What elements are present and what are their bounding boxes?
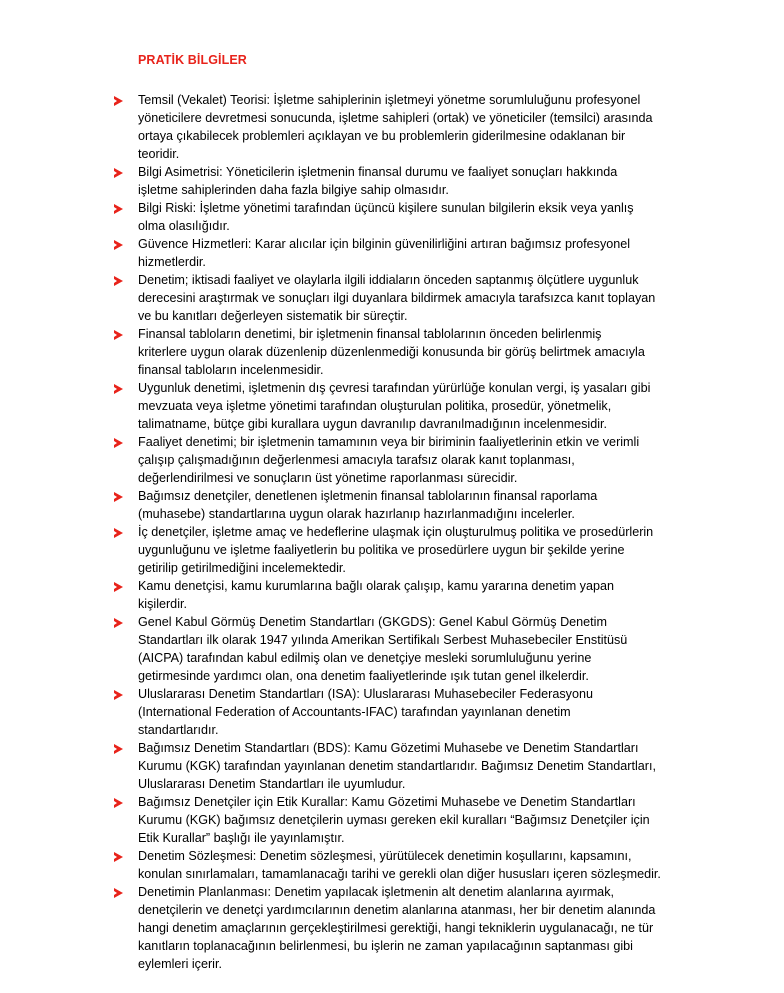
item-text-line: getirmesinde yardımcı olan, ona denetim faaliyetlerinde ışık tutan genel ilkelerdir. — [138, 669, 589, 683]
item-text-line: Genel Kabul Görmüş Denetim Standartları (GKGDS): Genel Kabul Görmüş Denetim — [138, 615, 607, 629]
list-item — [114, 325, 706, 379]
item-text-line: denetçilerin ve denetçi yardımcılarının denetim alanlarına atanması, her bir denetim alanında — [138, 903, 656, 917]
list-item — [114, 487, 706, 523]
page-heading: PRATİK BİLGİLER — [138, 53, 247, 67]
item-text-line: çalışıp çalışmadığının değerlenmesi amacıyla tarafsız olarak kanıt toplanması, — [138, 453, 575, 467]
list-item — [114, 199, 706, 235]
item-text-line: olma olasılığıdır. — [138, 219, 230, 233]
arrow-bullet-icon — [114, 168, 123, 178]
list-item — [114, 793, 706, 847]
item-text-line: (AICPA) tarafından kabul edilmiş olan ve denetçiye mesleki sorumluluğunu yerine — [138, 651, 592, 665]
item-text-line: ve bu kanıtları değerleyen sistematik bir süreçtir. — [138, 309, 408, 323]
arrow-bullet-icon — [114, 96, 123, 106]
arrow-bullet-icon — [114, 384, 123, 394]
item-text-line: işletme sahiplerinden daha fazla bilgiye sahip olmasıdır. — [138, 183, 449, 197]
item-text-line: Bağımsız Denetim Standartları (BDS): Kamu Gözetimi Muhasebe ve Denetim Standartları — [138, 741, 639, 755]
arrow-bullet-icon — [114, 690, 123, 700]
item-text-line: Bağımsız Denetçiler için Etik Kurallar: Kamu Gözetimi Muhasebe ve Denetim Standartları — [138, 795, 636, 809]
item-text-line: Kamu denetçisi, kamu kurumlarına bağlı olarak çalışıp, kamu yararına denetim yapan — [138, 579, 614, 593]
item-text-line: kişilerdir. — [138, 597, 187, 611]
list-item — [114, 523, 706, 577]
item-text-line: Bilgi Asimetrisi: Yöneticilerin işletmenin finansal durumu ve faaliyet sonuçları hakkında — [138, 165, 618, 179]
arrow-bullet-icon — [114, 438, 123, 448]
list-item — [114, 577, 706, 613]
item-text-line: konulan sınırlamaları, tamamlanacağı tarihi ve gerekli olan diğer hususları içeren sözleşmedir. — [138, 867, 661, 881]
item-text-line: talimatname, bütçe gibi kurallara uygun davranılıp davranılmadığının incelenmesidir. — [138, 417, 608, 431]
item-text-line: Uluslararası Denetim Standartları ile uyumludur. — [138, 777, 406, 791]
list-item — [114, 613, 706, 685]
item-text-line: Uygunluk denetimi, işletmenin dış çevresi tarafından yürürlüğe konulan vergi, iş yasaları gibi — [138, 381, 651, 395]
item-text-line: getirilip getirilmediğini incelemektedir. — [138, 561, 346, 575]
item-text-line: Bağımsız denetçiler, denetlenen işletmenin finansal tablolarının finansal raporlama — [138, 489, 598, 503]
item-text-line: kriterlere uygun olarak düzenlenip düzenlenmediği konusunda bir görüş belirtmek amacıyla — [138, 345, 645, 359]
item-text-line: Kurumu (KGK) bağımsız denetçilerin uyması gereken ekil kuralları “Bağımsız Denetçiler için — [138, 813, 650, 827]
item-text-line: (muhasebe) standartlarına uygun olarak hazırlanıp hazırlanmadığını incelerler. — [138, 507, 575, 521]
item-text-line: teoridir. — [138, 147, 180, 161]
item-text-line: Güvence Hizmetleri: Karar alıcılar için bilginin güvenilirliğini artıran bağımsız profesyonel — [138, 237, 631, 251]
item-text-line: değerlendirilmesi ve sonuçların üst yönetime raporlanması sürecidir. — [138, 471, 518, 485]
list-item — [114, 433, 706, 487]
arrow-bullet-icon — [114, 888, 123, 898]
arrow-bullet-icon — [114, 744, 123, 754]
list-item — [114, 847, 706, 883]
arrow-bullet-icon — [114, 240, 123, 250]
item-text-line: Denetim Sözleşmesi: Denetim sözleşmesi, yürütülecek denetimin koşullarını, kapsamını, — [138, 849, 632, 863]
item-text-line: Bilgi Riski: İşletme yönetimi tarafından üçüncü kişilere sunulan bilgilerin eksik veya yanlış — [138, 201, 634, 215]
arrow-bullet-icon — [114, 852, 123, 862]
item-text-line: uygunluğunu ve işletme faaliyetlerin bu politika ve prosedürlere uygun bir şekilde yerine — [138, 543, 625, 557]
item-text-line: derecesini araştırmak ve sonuçları ilgi duyanlara bildirmek amacıyla tarafsızca kanıt toplayan — [138, 291, 656, 305]
arrow-bullet-icon — [114, 204, 123, 214]
item-text-line: hizmetlerdir. — [138, 255, 206, 269]
list-item — [114, 379, 706, 433]
item-text-line: Standartları ilk olarak 1947 yılında Amerikan Sertifikalı Serbest Muhasebeciler Enstitüsü — [138, 633, 628, 647]
item-text-line: Etik Kurallar” başlığı ile yayınlamıştır. — [138, 831, 345, 845]
list-item — [114, 91, 706, 163]
item-text-line: Faaliyet denetimi; bir işletmenin tamamının veya bir biriminin faaliyetlerinin etkin ve verimli — [138, 435, 640, 449]
item-text-line: Kurumu (KGK) tarafından yayınlanan denetim standartlarıdır. Bağımsız Denetim Standartları, — [138, 759, 656, 773]
item-text-line: kanıtların toplanacağının belirlenmesi, bu işlerin ne zaman yapılacağının saptanması gibi — [138, 939, 633, 953]
list-item — [114, 739, 706, 793]
item-text-line: hangi denetim amaçlarının gerçekleştirilmesi gerektiği, hangi tekniklerin uygulanacağı, ne tür — [138, 921, 654, 935]
list-item — [114, 271, 706, 325]
arrow-bullet-icon — [114, 330, 123, 340]
definitions-list — [114, 91, 706, 973]
item-text-line: mevzuata veya işletme yönetimi tarafından oluşturulan politika, prosedür, yönetmelik, — [138, 399, 612, 413]
list-item — [114, 685, 706, 739]
list-item — [114, 163, 706, 199]
arrow-bullet-icon — [114, 582, 123, 592]
item-text-line: yöneticilere devretmesi sonucunda, işletme sahipleri (ortak) ve yöneticiler (temsilci) arasında — [138, 111, 653, 125]
item-text-line: finansal tabloların incelenmesidir. — [138, 363, 324, 377]
item-text-line: Temsil (Vekalet) Teorisi: İşletme sahiplerinin işletmeyi yönetme sorumluluğunu profesyonel — [138, 93, 641, 107]
item-text-line: ortaya çıkabilecek problemleri açıklayan ve bu problemlerin giderilmesine odaklanan bir — [138, 129, 626, 143]
item-text-line: İç denetçiler, işletme amaç ve hedeflerine ulaşmak için oluşturulmuş politika ve prosedürlerin — [138, 525, 654, 539]
item-text-line: eylemleri içerir. — [138, 957, 222, 971]
item-text-line: (International Federation of Accountants-IFAC) tarafından yayınlanan denetim — [138, 705, 571, 719]
item-text-line: standartlarıdır. — [138, 723, 219, 737]
item-text-line: Denetimin Planlanması: Denetim yapılacak işletmenin alt denetim alanlarına ayırmak, — [138, 885, 614, 899]
arrow-bullet-icon — [114, 618, 123, 628]
arrow-bullet-icon — [114, 798, 123, 808]
arrow-bullet-icon — [114, 492, 123, 502]
arrow-bullet-icon — [114, 276, 123, 286]
arrow-bullet-icon — [114, 528, 123, 538]
item-text-line: Uluslararası Denetim Standartları (ISA): Uluslararası Muhasebeciler Federasyonu — [138, 687, 593, 701]
list-item — [114, 883, 706, 973]
item-text-line: Finansal tabloların denetimi, bir işletmenin finansal tablolarının önceden belirlenmiş — [138, 327, 602, 341]
item-text-line: Denetim; iktisadi faaliyet ve olaylarla ilgili iddiaların önceden saptanmış ölçütlere uygunluk — [138, 273, 639, 287]
list-item — [114, 235, 706, 271]
